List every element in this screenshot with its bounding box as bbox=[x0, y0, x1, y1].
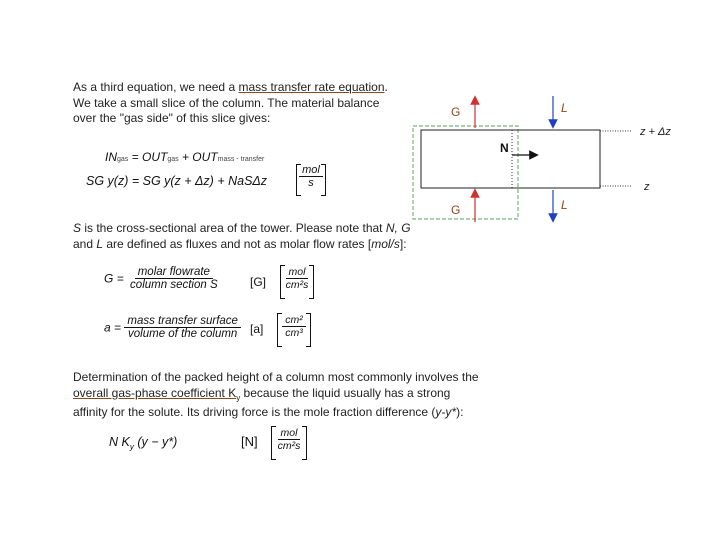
N-unit-label: [N] bbox=[241, 434, 258, 449]
definitions-paragraph: S is the cross-sectional area of the tower. Please note that N, G and L are defined as fluxes and not as molar flow rates [mol/s]: bbox=[73, 221, 411, 251]
overall-line-3: affinity for the solute. Its driving force is the mole fraction difference (y-y*): bbox=[73, 405, 464, 420]
label-z-plus-dz: z + Δz bbox=[640, 126, 671, 138]
overall-gas-phase-coefficient-link[interactable]: overall gas-phase coefficient $K_y$ bbox=[73, 385, 241, 402]
gas-side-boundary bbox=[413, 126, 518, 219]
mass-transfer-rate-equation-link[interactable]: mass transfer rate equation bbox=[238, 80, 385, 94]
G-definition: G = $\frac{\text{molar flowrate}}{\text{column section S}}$ bbox=[104, 266, 218, 291]
N-unit: mol cm²s bbox=[271, 426, 307, 460]
intro-line-2: We take a small slice of the column. The material balance bbox=[73, 95, 380, 110]
balance-unit-num: mol bbox=[299, 164, 323, 177]
flux-equation: N $K_y$ (y − y*) bbox=[109, 435, 178, 452]
intro-line-3: over the "gas side" of this slice gives: bbox=[73, 111, 271, 125]
balance-equation-2: SG y(z) = SG y(z + Δz) + NaSΔz bbox=[86, 174, 268, 188]
label-L-top: L bbox=[561, 101, 568, 115]
balance-equation-1: INgas = OUTgas + OUTmass - transfer bbox=[105, 150, 265, 164]
G-unit-label: [G] bbox=[250, 275, 267, 289]
a-unit-label: [a] bbox=[250, 322, 264, 336]
column-slice-box bbox=[421, 130, 600, 188]
a-definition: a = $\frac{\text{mass transfer surface}}{\text{volume of the column}}$ bbox=[104, 315, 241, 340]
G-unit: mol cm²s bbox=[280, 265, 314, 299]
overall-line-1: Determination of the packed height of a column most commonly involves the bbox=[73, 370, 479, 384]
balance-unit bbox=[296, 164, 326, 196]
overall-line-2: overall gas-phase coefficient $K_y$ because the liquid usually has a strong bbox=[73, 385, 451, 402]
overall-coefficient-paragraph bbox=[73, 370, 493, 421]
balance-unit-den: s bbox=[308, 177, 314, 189]
label-N: N bbox=[500, 141, 509, 155]
intro-line-1: As a third equation, we need a mass transfer rate equation. bbox=[73, 80, 388, 94]
intro-paragraph bbox=[73, 80, 403, 127]
label-G-top: G bbox=[451, 105, 461, 119]
label-z: z bbox=[644, 181, 650, 193]
label-L-bottom: L bbox=[561, 198, 568, 212]
label-G-bottom: G bbox=[451, 203, 461, 217]
column-slice-diagram bbox=[400, 90, 720, 225]
a-unit: $\frac{\text{cm²}}{\text{cm³}}$ bbox=[277, 313, 311, 347]
